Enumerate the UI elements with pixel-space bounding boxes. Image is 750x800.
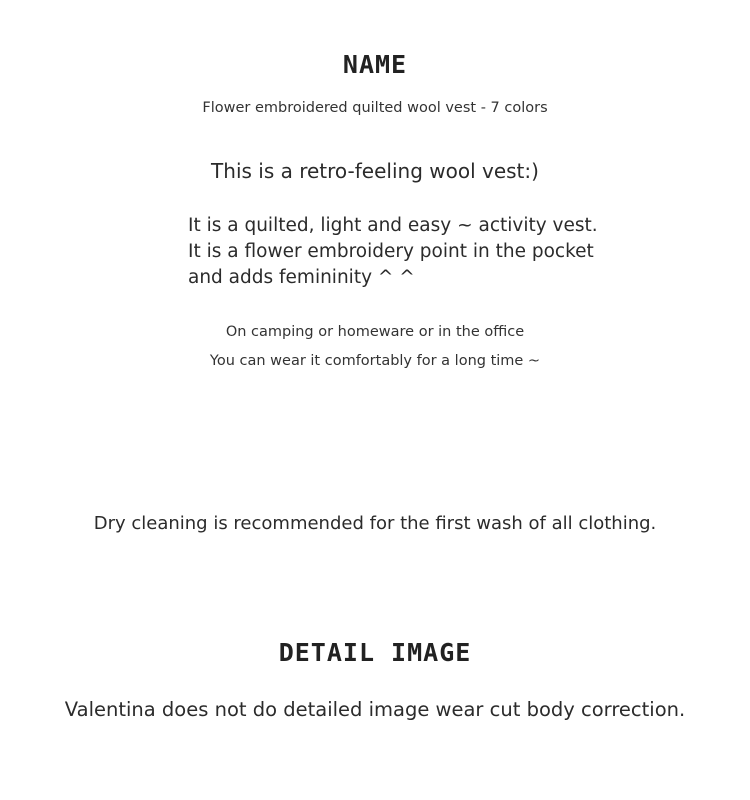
detail-image-heading: DETAIL IMAGE bbox=[278, 638, 472, 667]
description-block bbox=[188, 213, 598, 291]
intro-text: This is a retro-feeling wool vest:) bbox=[211, 159, 539, 183]
description-line: It is a flower embroidery point in the pocket bbox=[188, 241, 594, 262]
name-heading: NAME bbox=[342, 50, 408, 79]
description-line: It is a quilted, light and easy ~ activity vest. bbox=[188, 215, 598, 236]
usage-line: You can wear it comfortably for a long time ~ bbox=[209, 353, 541, 369]
care-note: Dry cleaning is recommended for the first wash of all clothing. bbox=[93, 513, 657, 534]
description-line: and adds femininity ^ ^ bbox=[188, 267, 415, 288]
detail-image-note: Valentina does not do detailed image wear cut body correction. bbox=[64, 698, 686, 721]
usage-line: On camping or homeware or in the office bbox=[225, 324, 525, 340]
product-title: Flower embroidered quilted wool vest - 7 colors bbox=[202, 100, 548, 116]
